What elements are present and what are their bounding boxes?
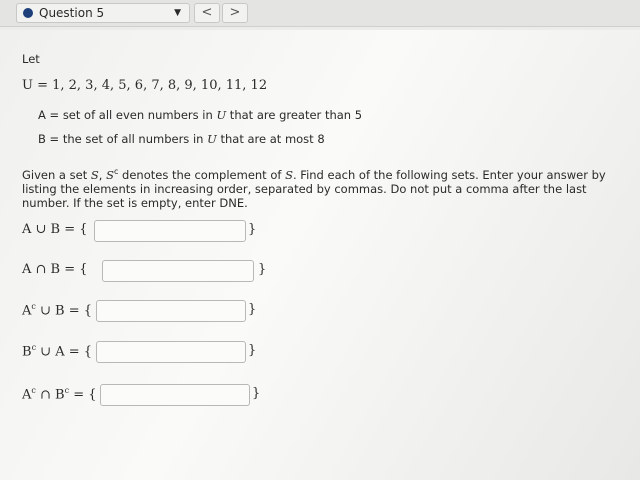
chevron-down-icon[interactable]: ▼ bbox=[174, 8, 181, 18]
instr-sup: c bbox=[113, 167, 119, 176]
answer-row-ac-intersect-bc bbox=[22, 384, 272, 406]
answer-input-a-union-b[interactable] bbox=[94, 220, 246, 242]
set-b-var: U bbox=[207, 132, 217, 146]
closing-brace: } bbox=[248, 302, 257, 317]
set-b-text: B = the set of all numbers in bbox=[38, 132, 208, 146]
set-b-definition bbox=[38, 132, 325, 146]
closing-brace: } bbox=[248, 343, 257, 358]
label-part: ∩ B bbox=[35, 387, 65, 403]
set-a-text-end: that are greater than 5 bbox=[226, 108, 363, 122]
set-a-text: A = set of all even numbers in bbox=[38, 108, 217, 122]
label-part: B bbox=[22, 344, 32, 360]
previous-question-button[interactable] bbox=[194, 3, 220, 23]
label-sup: c bbox=[64, 386, 70, 395]
answer-input-ac-intersect-bc[interactable] bbox=[100, 384, 250, 406]
question-selector[interactable] bbox=[16, 3, 190, 23]
closing-brace: } bbox=[258, 262, 267, 277]
answer-input-bc-union-a[interactable] bbox=[96, 341, 246, 363]
instructions-text bbox=[22, 165, 612, 210]
instr-part: , bbox=[98, 167, 107, 182]
question-panel bbox=[0, 30, 640, 480]
set-a-var: U bbox=[216, 108, 227, 122]
answer-label: A ∩ B = { bbox=[22, 262, 88, 277]
answer-row-bc-union-a bbox=[22, 341, 272, 363]
chevron-left-icon: < bbox=[201, 5, 213, 20]
instr-part: denotes the complement of bbox=[118, 167, 286, 182]
set-a-definition bbox=[38, 108, 362, 122]
label-part: A bbox=[22, 303, 32, 319]
answer-input-ac-union-b[interactable] bbox=[96, 300, 246, 322]
set-b-text-end: that are at most 8 bbox=[216, 132, 325, 146]
top-toolbar bbox=[0, 0, 640, 27]
answer-row-a-union-b bbox=[22, 220, 272, 242]
next-question-button[interactable] bbox=[222, 3, 248, 23]
answer-row-ac-union-b bbox=[22, 300, 272, 322]
instr-var: S bbox=[106, 167, 114, 182]
answer-label bbox=[22, 343, 92, 359]
label-sup: c bbox=[31, 343, 37, 352]
label-sup: c bbox=[31, 386, 36, 395]
answer-row-a-intersect-b bbox=[22, 260, 282, 282]
instr-part: Given a set bbox=[22, 167, 91, 182]
answer-label bbox=[22, 386, 97, 402]
answer-label: A ∪ B = { bbox=[22, 222, 88, 237]
instr-part: . Find each of the following sets. Enter your answer by listing the elements in increasing order, separated by commas. Do not put a comma after the last number. If the set is empty, enter DNE. bbox=[22, 167, 606, 210]
instr-var: S bbox=[285, 167, 293, 182]
status-dot-icon bbox=[23, 8, 33, 18]
closing-brace: } bbox=[252, 386, 261, 401]
question-label: Question 5 bbox=[39, 6, 105, 20]
chevron-right-icon: > bbox=[229, 5, 241, 20]
answer-label bbox=[22, 302, 92, 318]
instr-var: S bbox=[90, 167, 99, 182]
universe-definition: U = 1, 2, 3, 4, 5, 6, 7, 8, 9, 10, 11, 12 bbox=[22, 78, 268, 93]
closing-brace: } bbox=[248, 222, 257, 237]
intro-text: Let bbox=[22, 52, 40, 66]
label-part: ∪ A = { bbox=[36, 344, 93, 360]
label-part: ∪ B = { bbox=[35, 303, 93, 319]
answer-input-a-intersect-b[interactable] bbox=[102, 260, 254, 282]
label-part: = { bbox=[69, 387, 97, 403]
label-sup: c bbox=[31, 302, 36, 311]
label-part: A bbox=[22, 387, 32, 403]
